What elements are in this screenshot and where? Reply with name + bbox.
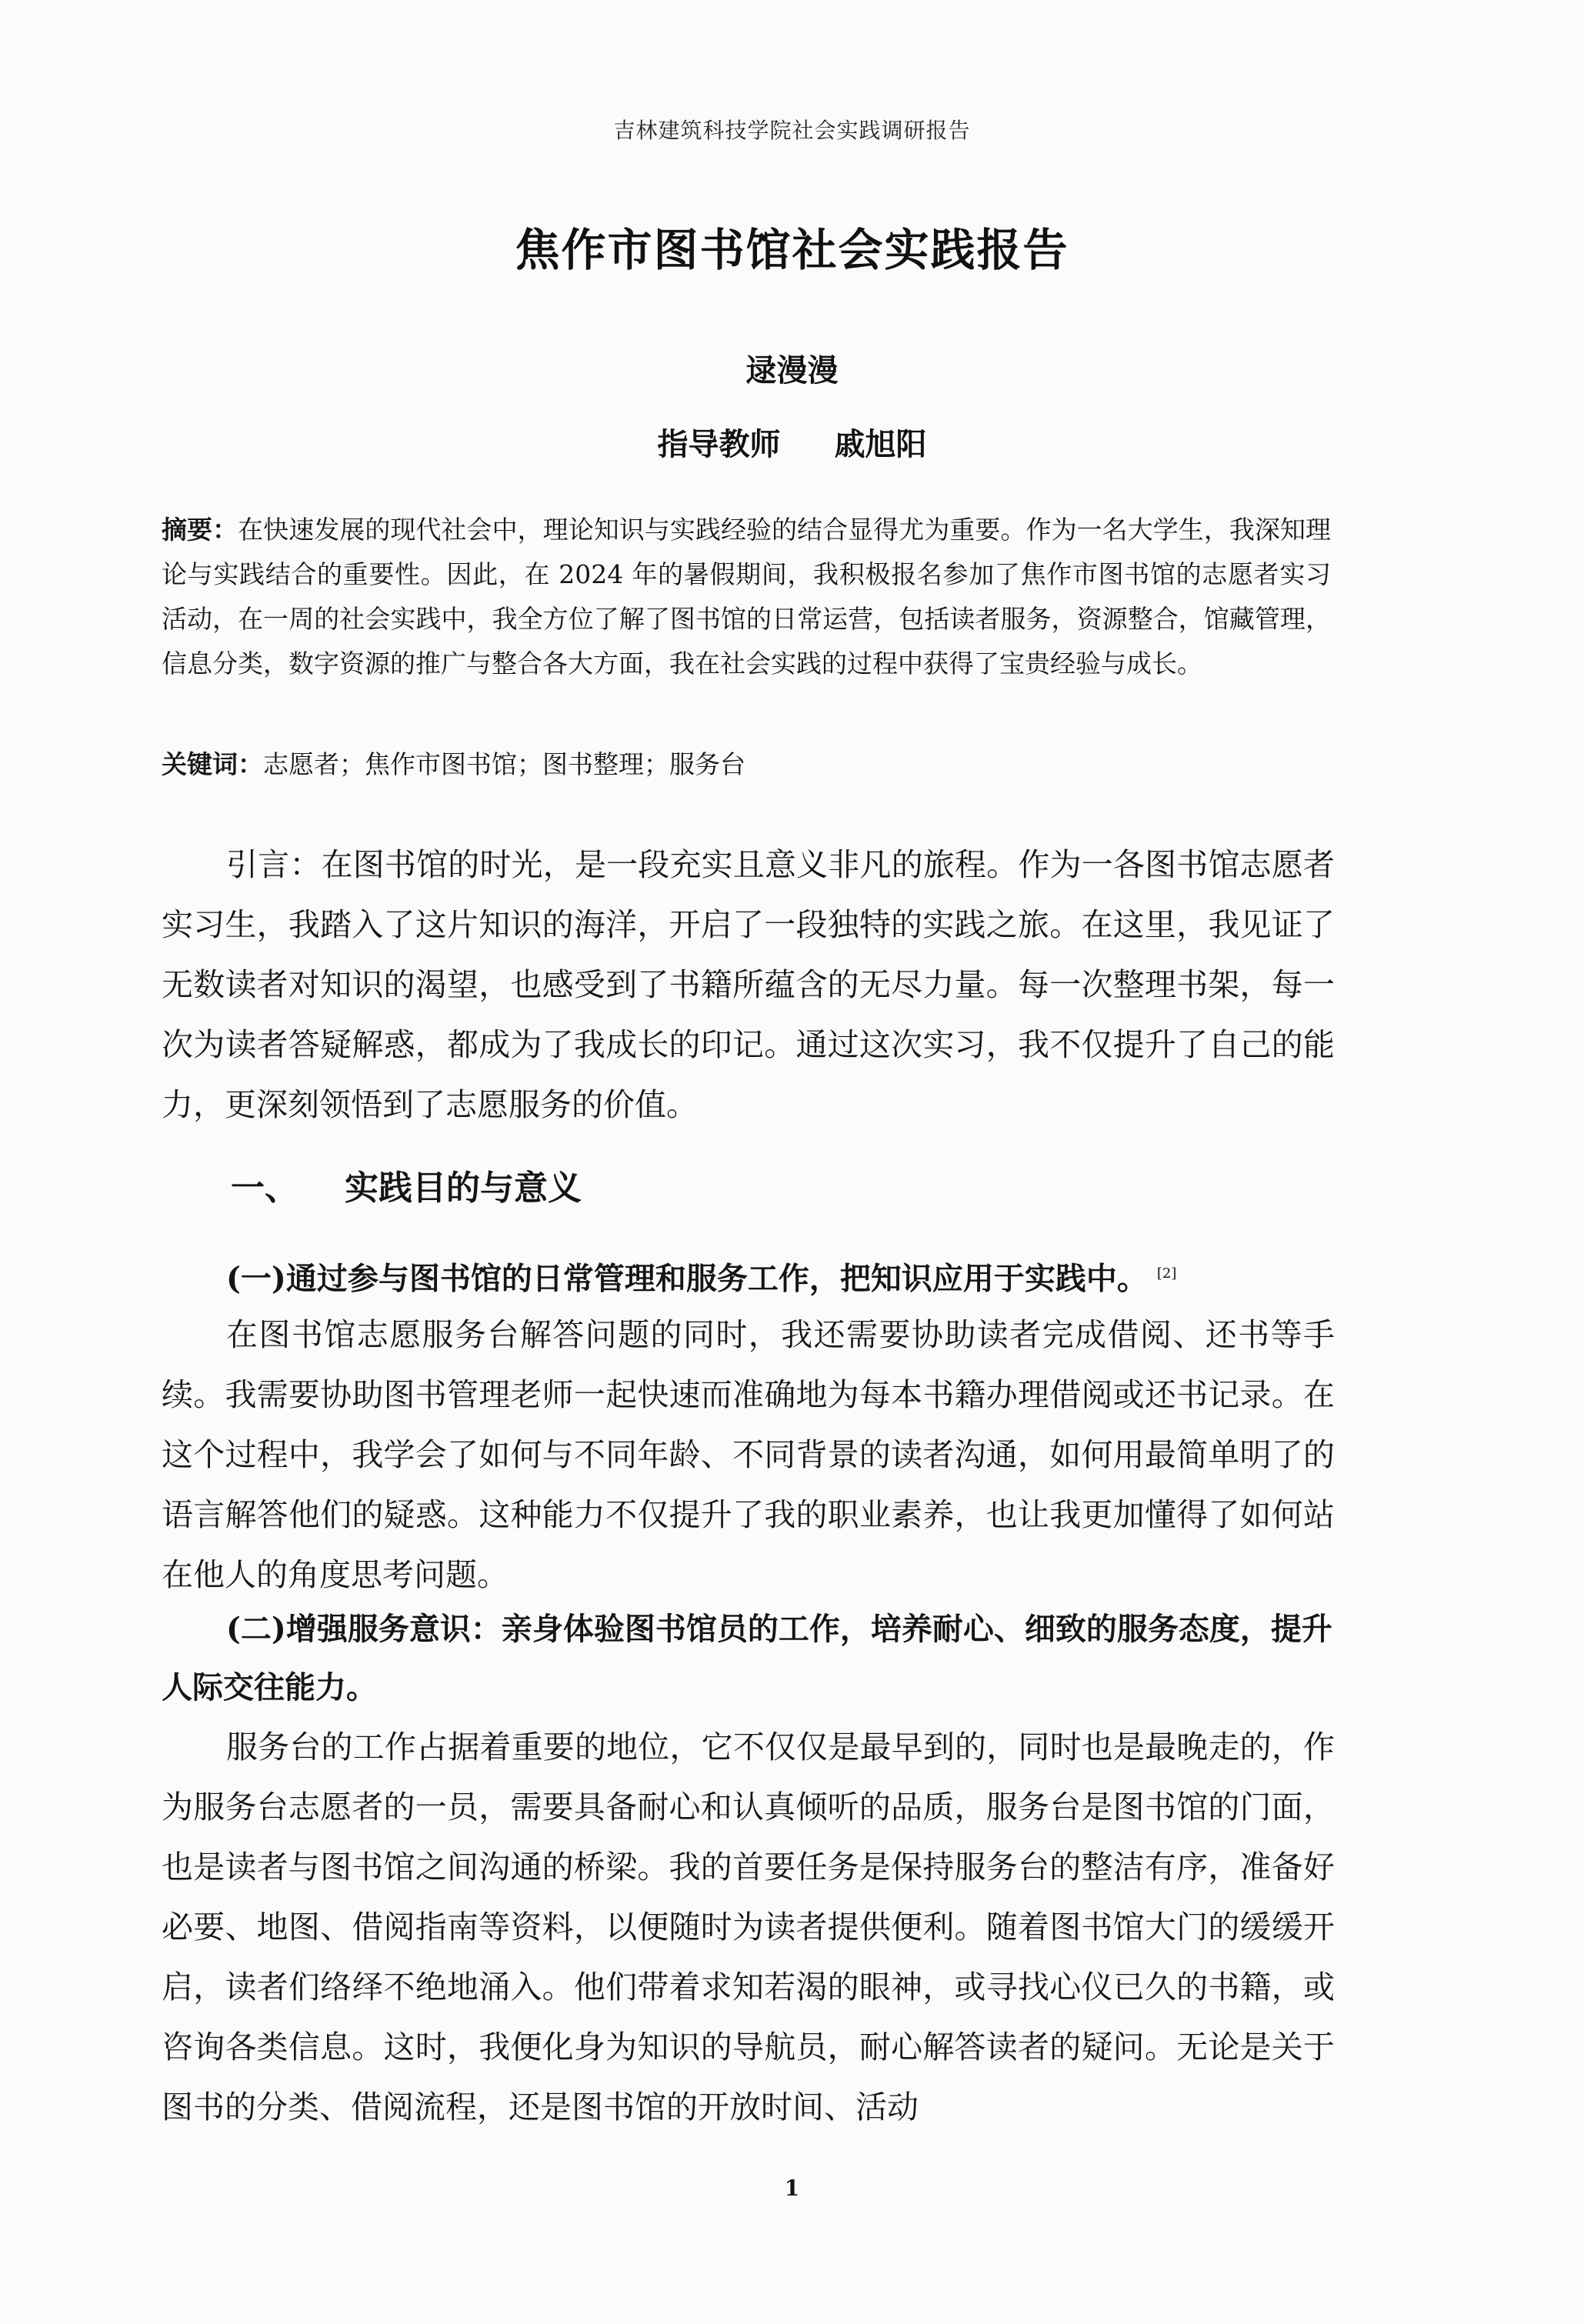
intro-paragraph: 引言：在图书馆的时光，是一段充实且意义非凡的旅程。作为一各图书馆志愿者实习生，我踏入了这片知识的海洋，开启了一段独特的实践之旅。在这里，我见证了无数读者对知识的渴望，也感受到了书籍所蕴含的无尽力量。每一次整理书架，每一次为读者答疑解惑，都成为了我成长的印记。通过这次实习，我不仅提升了自己的能力，更深刻领悟到了志愿服务的价值。 [162,846,1335,1123]
keywords-text: 志愿者；焦作市图书馆；图书整理；服务台 [263,749,745,779]
page-number: 1 [784,2176,800,2201]
keywords-label: 关键词： [162,749,263,779]
citation-ref: [2] [1156,1265,1177,1282]
abstract [162,508,1331,686]
author-name: 逯漫漫 [745,352,839,388]
section-number: 一、 [231,1169,298,1208]
subsection-heading-1-text: (一)通过参与图书馆的日常管理和服务工作，把知识应用于实践中。 [226,1260,1148,1297]
abstract-text: 在快速发展的现代社会中，理论知识与实践经验的结合显得尤为重要。作为一名大学生，我深知理论与实践结合的重要性。因此，在 2024 年的暑假期间，我积极报名参加了焦作市图书馆的志愿者实习活动，在一周的社会实践中，我全方位了解了图书馆的日常运营，包括读者服务，资源整合，馆藏管理，信息分类，数字资源的推广与整合各大方面，我在社会实践的过程中获得了宝贵经验与成长。 [162,515,1332,679]
section-heading [231,1160,582,1209]
page-title: 焦作市图书馆社会实践报告 [515,224,1069,276]
section-title: 实践目的与意义 [345,1169,582,1208]
keywords [162,742,1331,787]
advisor-line [0,420,1584,464]
advisor-label: 指导教师 [657,426,781,462]
subsection-paragraph-2: 服务台的工作占据着重要的地位，它不仅仅是最早到的，同时也是最晚走的，作为服务台志愿者的一员，需要具备耐心和认真倾听的品质，服务台是图书馆的门面，也是读者与图书馆之间沟通的桥梁。我的首要任务是保持服务台的整洁有序，准备好必要、地图、借阅指南等资料，以便随时为读者提供便利。随着图书馆大门的缓缓开启，读者们络绎不绝地涌入。他们带着求知若渴的眼神，或寻找心仪已久的书籍，或咨询各类信息。这时，我便化身为知识的导航员，耐心解答读者的疑问。无论是关于图书的分类、借阅流程，还是图书馆的开放时间、活动 [162,1729,1335,2126]
running-header: 吉林建筑科技学院社会实践调研报告 [613,118,971,143]
subsection-heading-2: (二)增强服务意识：亲身体验图书馆员的工作，培养耐心、细致的服务态度，提升人际交往能力。 [162,1611,1332,1705]
advisor-name: 戚旭阳 [834,426,927,462]
subsection-heading-1 [162,1245,1335,1308]
subsection-paragraph-1: 在图书馆志愿服务台解答问题的同时，我还需要协助读者完成借阅、还书等手续。我需要协助图书管理老师一起快速而准确地为每本书籍办理借阅或还书记录。在这个过程中，我学会了如何与不同年龄、不同背景的读者沟通，如何用最简单明了的语言解答他们的疑惑。这种能力不仅提升了我的职业素养，也让我更加懂得了如何站在他人的角度思考问题。 [162,1316,1335,1593]
abstract-label: 摘要： [162,515,238,545]
